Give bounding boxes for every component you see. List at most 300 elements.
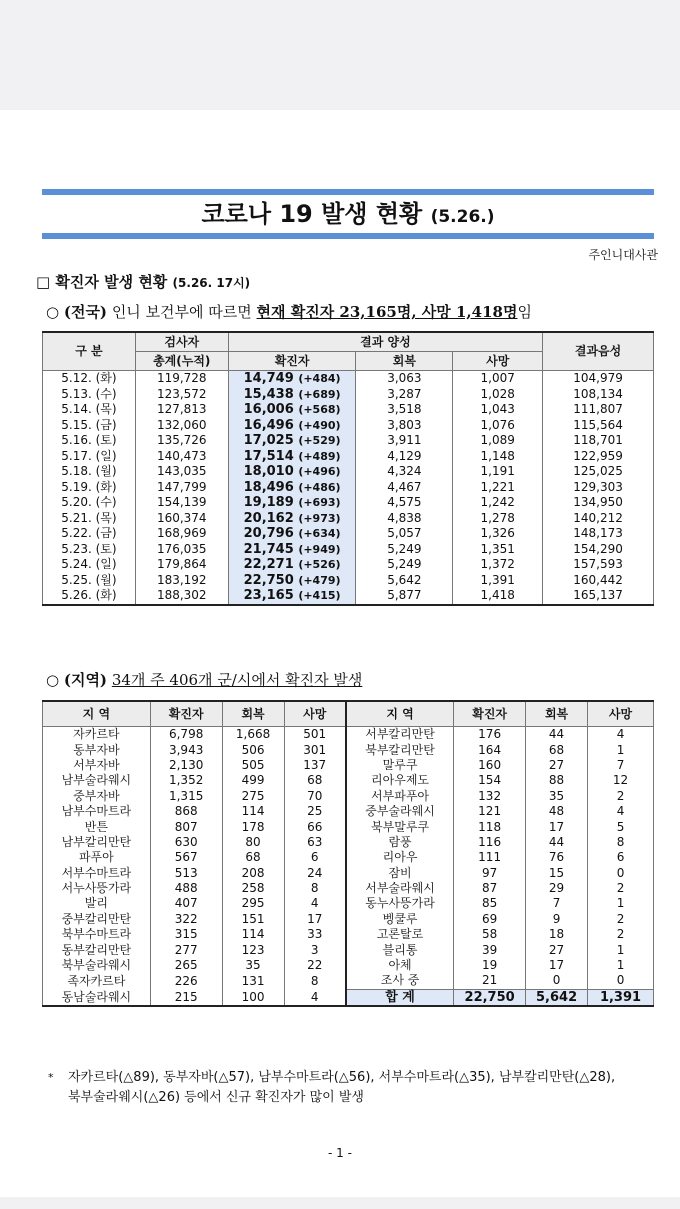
confirmed-cell: 215 bbox=[150, 989, 222, 1006]
negative-cell: 118,701 bbox=[543, 433, 654, 449]
total-recovered: 5,642 bbox=[526, 989, 588, 1006]
header-confirmed-left: 확진자 bbox=[150, 701, 222, 727]
negative-cell: 134,950 bbox=[543, 495, 654, 511]
footnote-line-2: 북부술라웨시(△26) 등에서 신규 확진자가 많이 발생 bbox=[68, 1090, 364, 1105]
recovered-cell: 275 bbox=[222, 789, 284, 804]
confirmed-cell: 21 bbox=[454, 973, 526, 989]
confirmed-cell: 111 bbox=[454, 850, 526, 865]
date-cell: 5.12. (화) bbox=[43, 371, 136, 387]
recovered-cell: 17 bbox=[526, 819, 588, 834]
region-cell: 서부칼리만탄 bbox=[346, 727, 454, 743]
deaths-cell: 8 bbox=[588, 835, 654, 850]
title-bottom-rule bbox=[42, 233, 654, 239]
header-confirmed: 확진자 bbox=[228, 352, 356, 371]
confirmed-cell bbox=[228, 573, 356, 589]
negative-cell: 125,025 bbox=[543, 464, 654, 480]
table-row bbox=[43, 557, 654, 573]
confirmed-cell: 513 bbox=[150, 866, 222, 881]
deaths-cell: 301 bbox=[284, 742, 346, 757]
region-cell: 서부술라웨시 bbox=[346, 881, 454, 896]
table-row bbox=[43, 942, 654, 957]
total-deaths: 1,391 bbox=[588, 989, 654, 1006]
date-cell: 5.13. (수) bbox=[43, 387, 136, 403]
deaths-cell: 4 bbox=[588, 727, 654, 743]
confirmed-value: 21,745 bbox=[243, 541, 294, 557]
source-label: 주인니대사관 bbox=[588, 248, 658, 262]
footnote-line-1: 자카르타(△89), 동부자바(△57), 남부수마트라(△56), 서부수마트라(△35), 남부칼리만탄(△28), bbox=[68, 1070, 616, 1085]
recovered-cell: 3,518 bbox=[356, 402, 453, 418]
recovered-cell: 114 bbox=[222, 804, 284, 819]
region-cell: 중부자바 bbox=[43, 789, 151, 804]
tests-cell: 176,035 bbox=[135, 542, 228, 558]
confirmed-increase: (+689) bbox=[298, 387, 341, 401]
tests-cell: 147,799 bbox=[135, 480, 228, 496]
recovered-cell: 7 bbox=[526, 896, 588, 911]
deaths-cell: 137 bbox=[284, 758, 346, 773]
deaths-cell: 22 bbox=[284, 958, 346, 973]
section-label: 확진자 발생 현황 bbox=[55, 273, 168, 291]
circle-bullet-icon: ○ bbox=[46, 671, 64, 689]
date-cell: 5.25. (월) bbox=[43, 573, 136, 589]
confirmed-increase: (+489) bbox=[298, 449, 341, 463]
recovered-cell: 29 bbox=[526, 881, 588, 896]
confirmed-cell: 160 bbox=[454, 758, 526, 773]
title-box bbox=[42, 189, 654, 241]
confirmed-increase: (+568) bbox=[298, 403, 341, 417]
recovered-cell: 0 bbox=[526, 973, 588, 989]
deaths-cell: 1,372 bbox=[453, 557, 543, 573]
confirmed-cell bbox=[228, 542, 356, 558]
table-row bbox=[43, 804, 654, 819]
tests-cell: 183,192 bbox=[135, 573, 228, 589]
region-cell: 벵쿨루 bbox=[346, 912, 454, 927]
confirmed-value: 18,496 bbox=[243, 479, 294, 495]
header-positive: 결과 양성 bbox=[228, 332, 542, 352]
national-summary bbox=[46, 301, 532, 322]
footnote bbox=[48, 1068, 668, 1108]
deaths-cell: 501 bbox=[284, 727, 346, 743]
tests-cell: 168,969 bbox=[135, 526, 228, 542]
header-deaths-left: 사망 bbox=[284, 701, 346, 727]
confirmed-cell bbox=[228, 588, 356, 605]
negative-cell: 111,807 bbox=[543, 402, 654, 418]
recovered-cell: 5,249 bbox=[356, 557, 453, 573]
negative-cell: 104,979 bbox=[543, 371, 654, 387]
recovered-cell: 4,467 bbox=[356, 480, 453, 496]
recovered-cell: 100 bbox=[222, 989, 284, 1006]
region-cell: 남부칼리만탄 bbox=[43, 835, 151, 850]
table-row bbox=[43, 896, 654, 911]
tests-cell: 179,864 bbox=[135, 557, 228, 573]
tests-cell: 123,572 bbox=[135, 387, 228, 403]
table-row bbox=[43, 958, 654, 973]
date-cell: 5.14. (목) bbox=[43, 402, 136, 418]
date-cell: 5.22. (금) bbox=[43, 526, 136, 542]
recovered-cell: 48 bbox=[526, 804, 588, 819]
confirmed-cell: 2,130 bbox=[150, 758, 222, 773]
region-cell: 북부말루쿠 bbox=[346, 819, 454, 834]
table-row bbox=[43, 819, 654, 834]
deaths-cell: 7 bbox=[588, 758, 654, 773]
asterisk-mark: * bbox=[48, 1071, 54, 1084]
deaths-cell: 17 bbox=[284, 912, 346, 927]
deaths-cell: 4 bbox=[588, 804, 654, 819]
national-highlight: 현재 확진자 23,165명, 사망 1,418명 bbox=[256, 303, 518, 321]
confirmed-value: 17,025 bbox=[243, 433, 294, 449]
confirmed-cell: 85 bbox=[454, 896, 526, 911]
confirmed-value: 22,271 bbox=[243, 557, 294, 573]
region-cell: 서부파푸아 bbox=[346, 789, 454, 804]
region-cell: 고론탈로 bbox=[346, 927, 454, 942]
recovered-cell: 208 bbox=[222, 866, 284, 881]
region-cell: 반튼 bbox=[43, 819, 151, 834]
deaths-cell: 1,391 bbox=[453, 573, 543, 589]
date-cell: 5.19. (화) bbox=[43, 480, 136, 496]
confirmed-cell: 3,943 bbox=[150, 742, 222, 757]
region-cell: 파푸아 bbox=[43, 850, 151, 865]
confirmed-cell: 1,352 bbox=[150, 773, 222, 788]
region-cell: 동남술라웨시 bbox=[43, 989, 151, 1006]
top-gray-band bbox=[0, 0, 680, 110]
deaths-cell: 1,076 bbox=[453, 418, 543, 434]
deaths-cell: 3 bbox=[284, 942, 346, 957]
confirmed-increase: (+949) bbox=[298, 542, 341, 556]
header-confirmed-right: 확진자 bbox=[454, 701, 526, 727]
title-date: (5.26.) bbox=[430, 207, 495, 227]
recovered-cell: 68 bbox=[526, 742, 588, 757]
table-row bbox=[43, 511, 654, 527]
header-division: 구 분 bbox=[43, 332, 136, 371]
region-cell: 동부자바 bbox=[43, 742, 151, 757]
region-cell: 발리 bbox=[43, 896, 151, 911]
confirmed-cell: 58 bbox=[454, 927, 526, 942]
confirmed-cell: 315 bbox=[150, 927, 222, 942]
region-cell: 족자카르타 bbox=[43, 973, 151, 989]
table-row bbox=[43, 464, 654, 480]
confirmed-cell: 39 bbox=[454, 942, 526, 957]
confirmed-increase: (+484) bbox=[298, 372, 341, 386]
national-stats-table bbox=[42, 331, 654, 606]
table-row bbox=[43, 495, 654, 511]
recovered-cell: 3,803 bbox=[356, 418, 453, 434]
recovered-cell: 5,057 bbox=[356, 526, 453, 542]
confirmed-increase: (+496) bbox=[298, 465, 341, 479]
confirmed-cell: 807 bbox=[150, 819, 222, 834]
confirmed-cell bbox=[228, 402, 356, 418]
recovered-cell: 5,249 bbox=[356, 542, 453, 558]
date-cell: 5.21. (목) bbox=[43, 511, 136, 527]
title-top-rule bbox=[42, 189, 654, 195]
region-cell: 조사 중 bbox=[346, 973, 454, 989]
deaths-cell: 1,351 bbox=[453, 542, 543, 558]
confirmed-increase: (+415) bbox=[298, 589, 341, 603]
confirmed-cell: 116 bbox=[454, 835, 526, 850]
deaths-cell: 70 bbox=[284, 789, 346, 804]
negative-cell: 154,290 bbox=[543, 542, 654, 558]
confirmed-cell: 87 bbox=[454, 881, 526, 896]
table-row bbox=[43, 912, 654, 927]
date-cell: 5.17. (일) bbox=[43, 449, 136, 465]
confirmed-cell: 868 bbox=[150, 804, 222, 819]
confirmed-cell: 19 bbox=[454, 958, 526, 973]
confirmed-increase: (+490) bbox=[298, 418, 341, 432]
negative-cell: 108,134 bbox=[543, 387, 654, 403]
recovered-cell: 3,063 bbox=[356, 371, 453, 387]
deaths-cell: 33 bbox=[284, 927, 346, 942]
recovered-cell: 4,324 bbox=[356, 464, 453, 480]
confirmed-cell bbox=[228, 418, 356, 434]
region-cell: 블리통 bbox=[346, 942, 454, 957]
recovered-cell: 3,287 bbox=[356, 387, 453, 403]
recovered-cell: 4,838 bbox=[356, 511, 453, 527]
table-row bbox=[43, 727, 654, 743]
recovered-cell: 258 bbox=[222, 881, 284, 896]
confirmed-value: 16,006 bbox=[243, 402, 294, 418]
region-cell: 서누사뜽가라 bbox=[43, 881, 151, 896]
confirmed-cell bbox=[228, 495, 356, 511]
confirmed-cell bbox=[228, 464, 356, 480]
deaths-cell: 8 bbox=[284, 881, 346, 896]
table-row bbox=[43, 449, 654, 465]
confirmed-cell: 121 bbox=[454, 804, 526, 819]
confirmed-cell: 488 bbox=[150, 881, 222, 896]
deaths-cell: 1,148 bbox=[453, 449, 543, 465]
region-cell: 남부술라웨시 bbox=[43, 773, 151, 788]
region-cell: 북부칼리만탄 bbox=[346, 742, 454, 757]
deaths-cell: 5 bbox=[588, 819, 654, 834]
date-cell: 5.23. (토) bbox=[43, 542, 136, 558]
date-cell: 5.16. (토) bbox=[43, 433, 136, 449]
deaths-cell: 68 bbox=[284, 773, 346, 788]
deaths-cell: 1,028 bbox=[453, 387, 543, 403]
recovered-cell: 35 bbox=[526, 789, 588, 804]
header-recovered: 회복 bbox=[356, 352, 453, 371]
regional-summary bbox=[46, 669, 362, 690]
deaths-cell: 1,043 bbox=[453, 402, 543, 418]
header-tests-bottom: 총계(누적) bbox=[135, 352, 228, 371]
confirmed-value: 23,165 bbox=[243, 588, 294, 604]
negative-cell: 157,593 bbox=[543, 557, 654, 573]
regional-stats-table bbox=[42, 700, 654, 1007]
table-row bbox=[43, 758, 654, 773]
deaths-cell: 1,278 bbox=[453, 511, 543, 527]
deaths-cell: 66 bbox=[284, 819, 346, 834]
recovered-cell: 76 bbox=[526, 850, 588, 865]
recovered-cell: 1,668 bbox=[222, 727, 284, 743]
confirmed-value: 19,189 bbox=[243, 495, 294, 511]
deaths-cell: 1,191 bbox=[453, 464, 543, 480]
region-cell: 동부칼리만탄 bbox=[43, 942, 151, 957]
confirmed-cell: 154 bbox=[454, 773, 526, 788]
deaths-cell: 1,242 bbox=[453, 495, 543, 511]
confirmed-value: 16,496 bbox=[243, 417, 294, 433]
negative-cell: 165,137 bbox=[543, 588, 654, 605]
confirmed-value: 22,750 bbox=[243, 572, 294, 588]
deaths-cell: 2 bbox=[588, 789, 654, 804]
confirmed-increase: (+479) bbox=[298, 573, 341, 587]
recovered-cell: 114 bbox=[222, 927, 284, 942]
region-cell: 람풍 bbox=[346, 835, 454, 850]
tests-cell: 127,813 bbox=[135, 402, 228, 418]
table-row bbox=[43, 402, 654, 418]
confirmed-increase: (+529) bbox=[298, 434, 341, 448]
tests-cell: 188,302 bbox=[135, 588, 228, 605]
recovered-cell: 68 bbox=[222, 850, 284, 865]
deaths-cell: 1 bbox=[588, 958, 654, 973]
deaths-cell: 1,007 bbox=[453, 371, 543, 387]
confirmed-cell bbox=[228, 449, 356, 465]
region-cell: 중부칼리만탄 bbox=[43, 912, 151, 927]
region-cell: 리아우제도 bbox=[346, 773, 454, 788]
deaths-cell: 1,221 bbox=[453, 480, 543, 496]
confirmed-cell: 6,798 bbox=[150, 727, 222, 743]
confirmed-increase: (+526) bbox=[298, 558, 341, 572]
confirmed-cell: 407 bbox=[150, 896, 222, 911]
confirmed-cell: 132 bbox=[454, 789, 526, 804]
confirmed-cell bbox=[228, 480, 356, 496]
tests-cell: 119,728 bbox=[135, 371, 228, 387]
negative-cell: 122,959 bbox=[543, 449, 654, 465]
deaths-cell: 0 bbox=[588, 866, 654, 881]
recovered-cell: 505 bbox=[222, 758, 284, 773]
deaths-cell: 1 bbox=[588, 896, 654, 911]
recovered-cell: 295 bbox=[222, 896, 284, 911]
table-row bbox=[43, 573, 654, 589]
section-heading bbox=[36, 271, 250, 292]
table-row bbox=[43, 433, 654, 449]
header-recovered-left: 회복 bbox=[222, 701, 284, 727]
checkbox-square-icon: □ bbox=[36, 273, 51, 291]
confirmed-cell bbox=[228, 371, 356, 387]
region-cell: 중부술라웨시 bbox=[346, 804, 454, 819]
confirmed-cell: 265 bbox=[150, 958, 222, 973]
confirmed-cell: 97 bbox=[454, 866, 526, 881]
negative-cell: 140,212 bbox=[543, 511, 654, 527]
confirmed-cell bbox=[228, 433, 356, 449]
recovered-cell: 15 bbox=[526, 866, 588, 881]
recovered-cell: 18 bbox=[526, 927, 588, 942]
confirmed-cell bbox=[228, 526, 356, 542]
confirmed-cell bbox=[228, 557, 356, 573]
table-row-total bbox=[43, 989, 654, 1006]
tests-cell: 154,139 bbox=[135, 495, 228, 511]
confirmed-cell: 1,315 bbox=[150, 789, 222, 804]
confirmed-value: 15,438 bbox=[243, 386, 294, 402]
date-cell: 5.24. (일) bbox=[43, 557, 136, 573]
table-row bbox=[43, 480, 654, 496]
bottom-gray-band bbox=[0, 1197, 680, 1209]
table-row bbox=[43, 387, 654, 403]
deaths-cell: 2 bbox=[588, 912, 654, 927]
confirmed-increase: (+973) bbox=[298, 511, 341, 525]
deaths-cell: 1,089 bbox=[453, 433, 543, 449]
table-row bbox=[43, 773, 654, 788]
deaths-cell: 1,418 bbox=[453, 588, 543, 605]
header-region-left: 지 역 bbox=[43, 701, 151, 727]
tests-cell: 143,035 bbox=[135, 464, 228, 480]
deaths-cell: 2 bbox=[588, 927, 654, 942]
confirmed-value: 17,514 bbox=[243, 448, 294, 464]
recovered-cell: 123 bbox=[222, 942, 284, 957]
table-row bbox=[43, 526, 654, 542]
negative-cell: 129,303 bbox=[543, 480, 654, 496]
header-region-right: 지 역 bbox=[346, 701, 454, 727]
region-cell: 북부술라웨시 bbox=[43, 958, 151, 973]
region-cell: 남부수마트라 bbox=[43, 804, 151, 819]
header-tests-top: 검사자 bbox=[135, 332, 228, 352]
deaths-cell: 12 bbox=[588, 773, 654, 788]
page-title bbox=[42, 197, 654, 234]
confirmed-increase: (+486) bbox=[298, 480, 341, 494]
confirmed-cell: 118 bbox=[454, 819, 526, 834]
deaths-cell: 8 bbox=[284, 973, 346, 989]
deaths-cell: 4 bbox=[284, 989, 346, 1006]
confirmed-cell: 567 bbox=[150, 850, 222, 865]
region-cell: 북부수마트라 bbox=[43, 927, 151, 942]
recovered-cell: 88 bbox=[526, 773, 588, 788]
recovered-cell: 178 bbox=[222, 819, 284, 834]
header-recovered-right: 회복 bbox=[526, 701, 588, 727]
tests-cell: 135,726 bbox=[135, 433, 228, 449]
total-confirmed: 22,750 bbox=[454, 989, 526, 1006]
recovered-cell: 499 bbox=[222, 773, 284, 788]
national-text-3: 임 bbox=[517, 303, 532, 321]
confirmed-cell: 176 bbox=[454, 727, 526, 743]
region-cell: 서부자바 bbox=[43, 758, 151, 773]
header-negative: 결과음성 bbox=[543, 332, 654, 371]
table-row bbox=[43, 850, 654, 865]
confirmed-cell: 226 bbox=[150, 973, 222, 989]
recovered-cell: 4,575 bbox=[356, 495, 453, 511]
confirmed-cell: 164 bbox=[454, 742, 526, 757]
recovered-cell: 5,877 bbox=[356, 588, 453, 605]
confirmed-value: 14,749 bbox=[243, 371, 294, 387]
regional-text: 34개 주 406개 군/시에서 확진자 발생 bbox=[111, 671, 363, 689]
deaths-cell: 1 bbox=[588, 942, 654, 957]
header-deaths: 사망 bbox=[453, 352, 543, 371]
recovered-cell: 506 bbox=[222, 742, 284, 757]
table-row bbox=[43, 973, 654, 989]
deaths-cell: 6 bbox=[588, 850, 654, 865]
table-row bbox=[43, 881, 654, 896]
tests-cell: 140,473 bbox=[135, 449, 228, 465]
negative-cell: 115,564 bbox=[543, 418, 654, 434]
deaths-cell: 24 bbox=[284, 866, 346, 881]
confirmed-cell: 322 bbox=[150, 912, 222, 927]
deaths-cell: 1 bbox=[588, 742, 654, 757]
deaths-cell: 0 bbox=[588, 973, 654, 989]
confirmed-cell: 277 bbox=[150, 942, 222, 957]
negative-cell: 148,173 bbox=[543, 526, 654, 542]
confirmed-value: 20,796 bbox=[243, 526, 294, 542]
region-cell: 말루쿠 bbox=[346, 758, 454, 773]
recovered-cell: 131 bbox=[222, 973, 284, 989]
recovered-cell: 5,642 bbox=[356, 573, 453, 589]
recovered-cell: 44 bbox=[526, 835, 588, 850]
confirmed-value: 20,162 bbox=[243, 510, 294, 526]
negative-cell: 160,442 bbox=[543, 573, 654, 589]
title-text: 코로나 19 발생 현황 bbox=[201, 200, 423, 228]
confirmed-cell bbox=[228, 387, 356, 403]
recovered-cell: 44 bbox=[526, 727, 588, 743]
deaths-cell: 63 bbox=[284, 835, 346, 850]
table-row bbox=[43, 588, 654, 605]
recovered-cell: 27 bbox=[526, 942, 588, 957]
region-cell: 동누사뜽가라 bbox=[346, 896, 454, 911]
tests-cell: 132,060 bbox=[135, 418, 228, 434]
table-row bbox=[43, 371, 654, 387]
deaths-cell: 4 bbox=[284, 896, 346, 911]
